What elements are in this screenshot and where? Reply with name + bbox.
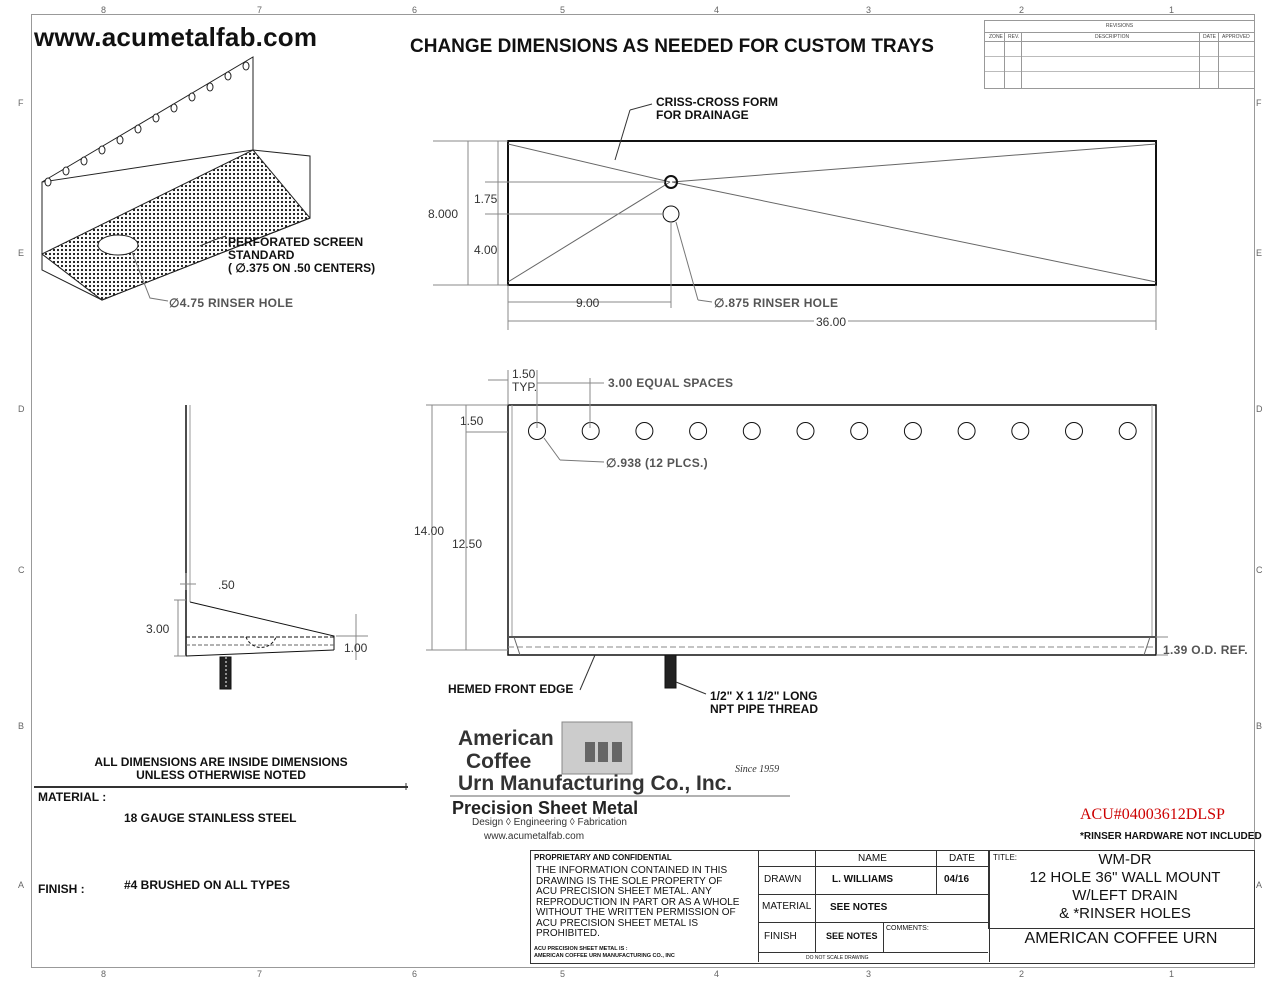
- zone-row-letter: D: [18, 404, 25, 414]
- faucet-hole-note: ∅.938 (12 PLCS.): [606, 456, 708, 470]
- perforated-screen-label: PERFORATED SCREEN STANDARD ( ∅.375 ON .50 CENTERS): [228, 235, 376, 275]
- finish-value: #4 BRUSHED ON ALL TYPES: [124, 878, 291, 892]
- rev-col-rev: REV.: [1008, 34, 1020, 40]
- finish-cell-value: SEE NOTES: [826, 931, 878, 941]
- zone-column-number: 8: [101, 5, 107, 15]
- dim-175: 1.75: [474, 192, 498, 206]
- material-value: 18 GAUGE STAINLESS STEEL: [124, 811, 297, 825]
- dim-100: 1.00: [344, 641, 368, 655]
- rev-col-approved: APPROVED: [1222, 34, 1250, 40]
- zone-column-number: 5: [560, 5, 566, 15]
- custom-trays-banner: CHANGE DIMENSIONS AS NEEDED FOR CUSTOM TRAYS: [410, 36, 934, 57]
- iso-rinser-hole-label: ∅4.75 RINSER HOLE: [169, 296, 294, 310]
- zone-column-number: 5: [560, 969, 566, 979]
- dim-150-typ: 1.50 TYP.: [512, 367, 538, 394]
- logo-website: www.acumetalfab.com: [484, 831, 585, 842]
- no-scale-note: DO NOT SCALE DRAWING: [806, 955, 869, 961]
- pipe-thread-label: 1/2" X 1 1/2" LONG NPT PIPE THREAD: [710, 689, 819, 716]
- zone-row-letter: C: [18, 565, 25, 575]
- zone-column-number: 4: [714, 5, 720, 15]
- proprietary-title: PROPRIETARY AND CONFIDENTIAL: [534, 853, 672, 862]
- zone-column-number: 1: [1169, 5, 1175, 15]
- top-rinser-hole: [663, 206, 679, 222]
- zone-column-number: 6: [412, 5, 418, 15]
- dim-3600: 36.00: [816, 315, 847, 329]
- revisions-title: REVISIONS: [1105, 23, 1134, 29]
- logo-since: Since 1959: [735, 764, 780, 775]
- faucet-hole: [743, 423, 760, 440]
- zone-column-number: 7: [257, 969, 263, 979]
- faucet-hole: [1119, 423, 1136, 440]
- date-header: DATE: [949, 853, 975, 864]
- inside-dims-note: ALL DIMENSIONS ARE INSIDE DIMENSIONS UNLESS OTHERWISE NOTED: [94, 755, 348, 782]
- dim-1400: 14.00: [414, 524, 445, 538]
- drawn-date: 04/16: [944, 874, 970, 885]
- zone-column-number: 3: [866, 5, 872, 15]
- zone-row-letter: A: [1256, 880, 1263, 890]
- rev-col-zone: ZONE: [989, 34, 1003, 40]
- logo-services: Design ◊ Engineering ◊ Fabrication: [472, 817, 627, 828]
- hemmed-edge-label: HEMED FRONT EDGE: [448, 682, 574, 696]
- zone-row-letter: C: [1256, 565, 1263, 575]
- finish-cell-label: FINISH: [764, 931, 797, 942]
- drawing-title: WM-DR 12 HOLE 36" WALL MOUNT W/LEFT DRAIN & *RINSER HOLES: [1029, 851, 1221, 922]
- zone-column-number: 4: [714, 969, 720, 979]
- front-view-faucet-holes: [529, 423, 1137, 440]
- faucet-hole: [1066, 423, 1083, 440]
- proprietary-text: THE INFORMATION CONTAINED IN THIS DRAWING IS THE SOLE PROPERTY OF ACU PRECISION SHEET METAL. ANY REPRODUCTION IN PART OR AS A WHOLE WITHOUT THE WRITTEN PERMISSION OF ACU PRECISION SHEET METAL IS PROHIBITED.: [536, 865, 740, 939]
- finish-label: FINISH :: [38, 882, 85, 896]
- top-rinser-hole-label: ∅.875 RINSER HOLE: [714, 296, 839, 310]
- criss-cross-label: CRISS-CROSS FORM FOR DRAINAGE: [656, 95, 779, 122]
- zone-row-letter: A: [18, 880, 25, 890]
- part-number: ACU#04003612DLSP: [1080, 806, 1225, 823]
- dim-300: 3.00: [146, 622, 170, 636]
- name-header: NAME: [858, 853, 887, 864]
- rev-col-description: DESCRIPTION: [1095, 34, 1130, 40]
- od-ref-dim: 1.39 O.D. REF.: [1163, 643, 1248, 657]
- proprietary-footer: ACU PRECISION SHEET METAL IS : AMERICAN COFFEE URN MANUFACTURING CO., INC: [534, 946, 675, 959]
- zone-row-letter: E: [18, 248, 25, 258]
- material-cell-value: SEE NOTES: [830, 902, 888, 913]
- zone-column-number: 6: [412, 969, 418, 979]
- material-cell-label: MATERIAL: [762, 901, 812, 912]
- rinser-hardware-note: *RINSER HARDWARE NOT INCLUDED: [1080, 831, 1262, 842]
- website-title: www.acumetalfab.com: [34, 22, 318, 52]
- drawn-name: L. WILLIAMS: [832, 874, 894, 885]
- faucet-hole: [690, 423, 707, 440]
- zone-row-letter: D: [1256, 404, 1263, 414]
- logo-text: American Coffee: [458, 727, 554, 773]
- zone-column-number: 2: [1019, 5, 1025, 15]
- precision-sheet-metal: Precision Sheet Metal: [452, 798, 639, 818]
- zone-row-letter: B: [18, 721, 25, 731]
- faucet-hole: [904, 423, 921, 440]
- faucet-hole: [797, 423, 814, 440]
- logo-urn-text: Urn Manufacturing Co., Inc.: [458, 772, 733, 795]
- zone-column-number: 8: [101, 969, 107, 979]
- dim-1250: 12.50: [452, 537, 483, 551]
- zone-column-number: 2: [1019, 969, 1025, 979]
- dim-8000: 8.000: [428, 207, 459, 221]
- comments-label: COMMENTS:: [886, 925, 929, 932]
- dim-150: 1.50: [460, 414, 484, 428]
- faucet-hole: [958, 423, 975, 440]
- faucet-hole: [636, 423, 653, 440]
- faucet-hole: [1012, 423, 1029, 440]
- side-view: [174, 405, 368, 689]
- dim-900: 9.00: [576, 296, 600, 310]
- drawn-label: DRAWN: [764, 874, 802, 885]
- zone-column-number: 7: [257, 5, 263, 15]
- zone-row-letter: E: [1256, 248, 1263, 258]
- zone-row-letter: F: [18, 98, 24, 108]
- dim-equal-spaces: 3.00 EQUAL SPACES: [608, 376, 734, 390]
- dim-400: 4.00: [474, 243, 498, 257]
- faucet-hole: [582, 423, 599, 440]
- rev-col-date: DATE: [1203, 34, 1216, 40]
- title-label: TITLE:: [993, 853, 1018, 862]
- company-name: AMERICAN COFFEE URN: [1024, 930, 1218, 947]
- faucet-hole: [851, 423, 868, 440]
- zone-row-letter: B: [1256, 721, 1263, 731]
- front-pipe-thread: [665, 655, 676, 688]
- zone-column-number: 1: [1169, 969, 1175, 979]
- material-label: MATERIAL :: [38, 790, 107, 804]
- zone-row-letter: F: [1256, 98, 1262, 108]
- zone-column-number: 3: [866, 969, 872, 979]
- dim-050: .50: [218, 578, 235, 592]
